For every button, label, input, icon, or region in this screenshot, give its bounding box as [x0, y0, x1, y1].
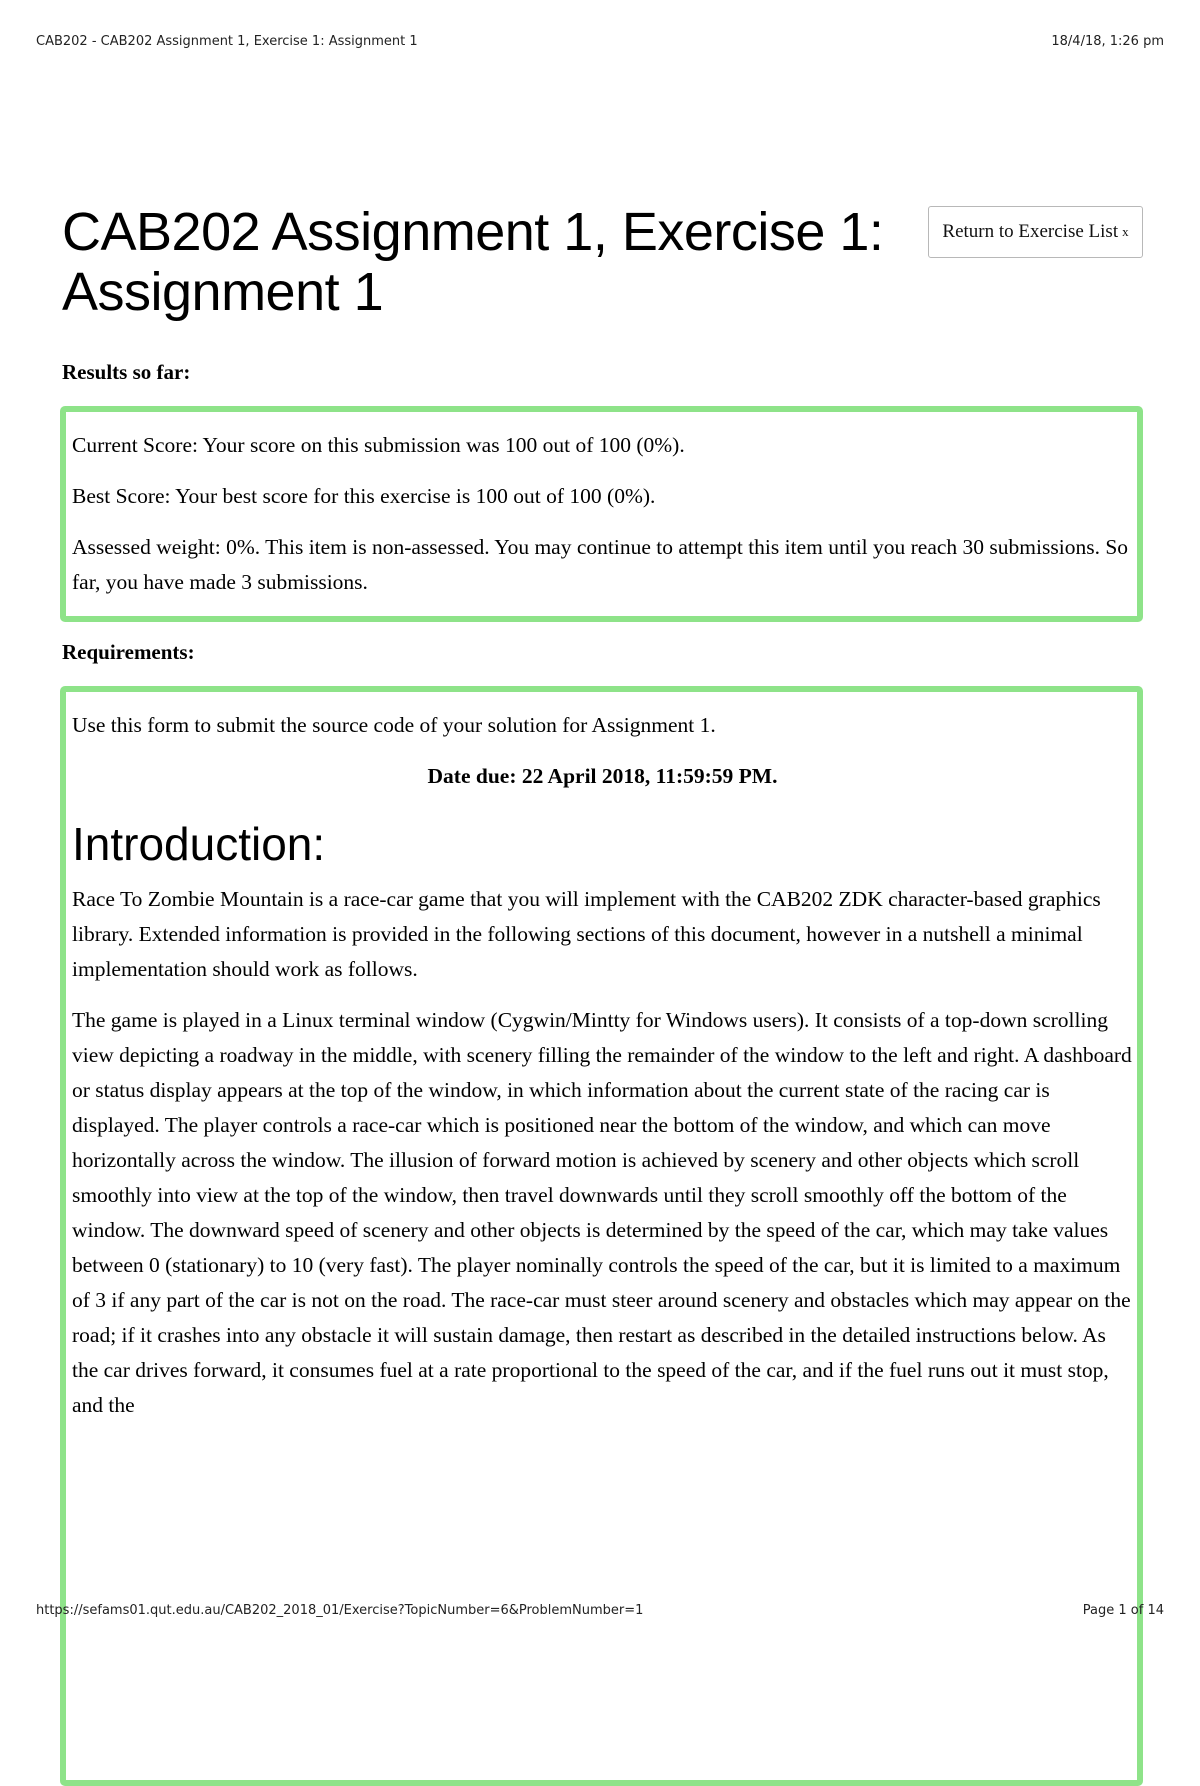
- best-score: Best Score: Your best score for this exercise is 100 out of 100 (0%).: [72, 484, 656, 508]
- results-box: [60, 406, 1143, 622]
- print-header-title: CAB202 - CAB202 Assignment 1, Exercise 1: Assignment 1: [36, 34, 418, 49]
- current-score: Current Score: Your score on this submission was 100 out of 100 (0%).: [72, 433, 685, 457]
- return-to-exercise-list-button[interactable]: [928, 206, 1143, 258]
- date-due: Date due: 22 April 2018, 11:59:59 PM.: [427, 764, 778, 788]
- intro-paragraph-2: The game is played in a Linux terminal window (Cygwin/Mintty for Windows users). It consists of a top-down scrolling view depicting a roadway in the middle, with scenery filling the remainder of the window to the left and right. A dashboard or status display appears at the top of the window, in which information about the current state of the racing car is displayed. The player controls a race-car which is positioned near the bottom of the window, and which can move horizontally across the window. The illusion of forward motion is achieved by scenery and other objects which scroll smoothly into view at the top of the window, then travel downwards until they scroll smoothly off the bottom of the window. The downward speed of scenery and other objects is determined by the speed of the car, which may take values between 0 (stationary) to 10 (very fast). The player nominally controls the speed of the car, but it is limited to a maximum of 3 if any part of the car is not on the road. The race-car must steer around scenery and obstacles which may appear on the road; if it crashes into any obstacle it will sustain damage, then restart as described in the detailed instructions below. As the car drives forward, it consumes fuel at a rate proportional to the speed of the car, and if the fuel runs out it must stop, and the: [72, 1008, 1132, 1417]
- assessed-weight: Assessed weight: 0%. This item is non-assessed. You may continue to attempt this item until you reach 30 submissions. So far, you have made 3 submissions.: [72, 535, 1129, 594]
- print-header: [36, 34, 1164, 49]
- requirements-box: [60, 686, 1143, 1786]
- print-footer-page-number: Page 1 of 14: [1082, 1603, 1164, 1618]
- intro-paragraph-1: Race To Zombie Mountain is a race-car game that you will implement with the CAB202 ZDK character-based graphics library. Extended information is provided in the following sections of this document, however in a nutshell a minimal implementation should work as follows.: [72, 887, 1101, 981]
- close-icon: x: [1122, 224, 1129, 239]
- print-header-timestamp: 18/4/18, 1:26 pm: [1051, 34, 1164, 49]
- introduction-heading: Introduction:: [72, 818, 326, 870]
- requirements-label: Requirements:: [62, 640, 195, 664]
- page-title: CAB202 Assignment 1, Exercise 1: Assignment 1: [62, 202, 884, 322]
- print-footer: [36, 1603, 1164, 1618]
- submit-instruction: Use this form to submit the source code of your solution for Assignment 1.: [72, 713, 716, 737]
- results-label: Results so far:: [62, 360, 191, 384]
- return-button-label: Return to Exercise List: [942, 221, 1119, 242]
- print-footer-url: https://sefams01.qut.edu.au/CAB202_2018_01/Exercise?TopicNumber=6&ProblemNumber=1: [36, 1603, 644, 1618]
